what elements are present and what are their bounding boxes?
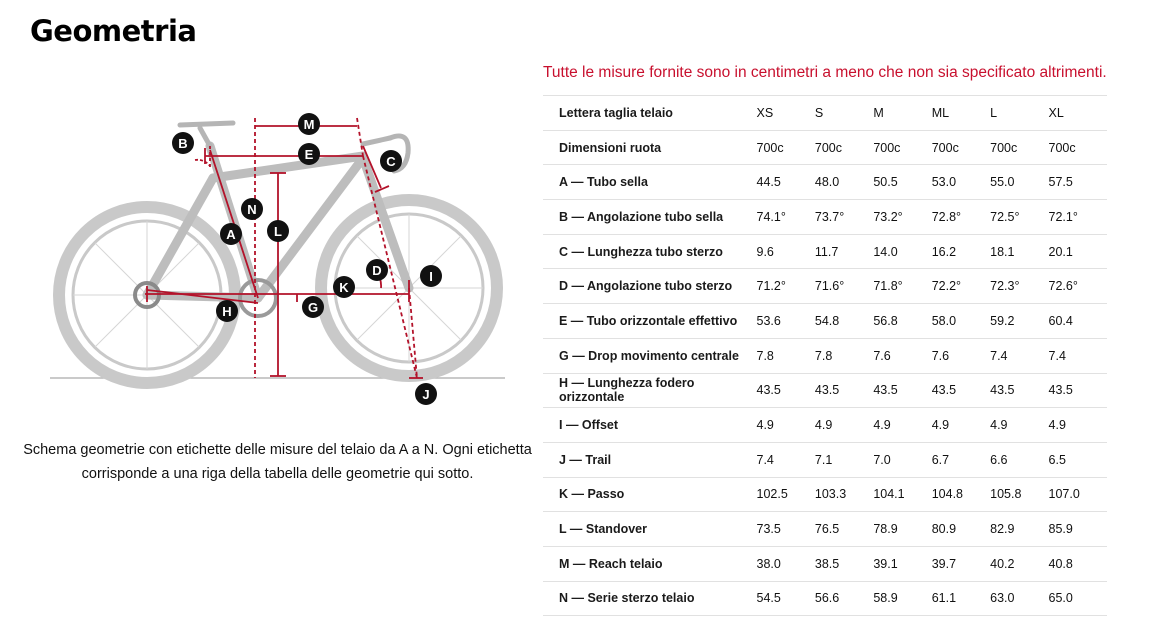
- table-row: [543, 269, 1107, 304]
- header-size-ml: ML: [932, 96, 990, 131]
- svg-text:J: J: [422, 387, 430, 402]
- cell-value: 700c: [815, 130, 873, 165]
- svg-text:I: I: [429, 269, 433, 284]
- bike-geometry-diagram: [45, 108, 510, 408]
- cell-value: 7.4: [1049, 338, 1107, 373]
- svg-text:E: E: [304, 147, 314, 162]
- label-g-icon: [302, 296, 324, 318]
- label-d-icon: [366, 259, 388, 281]
- cell-value: 78.9: [873, 512, 931, 547]
- top-tube: [213, 156, 363, 178]
- cell-value: 73.5: [757, 512, 815, 547]
- cell-value: 6.7: [932, 442, 990, 477]
- table-row: [543, 373, 1107, 408]
- label-j-icon: [415, 383, 437, 405]
- row-label: J — Trail: [543, 442, 757, 477]
- svg-text:N: N: [247, 202, 257, 217]
- table-header-row: [543, 96, 1107, 131]
- svg-text:C: C: [386, 154, 396, 169]
- cell-value: 58.9: [873, 581, 931, 616]
- cell-value: 65.0: [1049, 581, 1107, 616]
- label-i-icon: [420, 265, 442, 287]
- measurement-notice: Tutte le misure fornite sono in centimetri a meno che non sia specificato altrimenti.: [543, 64, 1107, 81]
- label-a-icon: [220, 223, 242, 245]
- cell-value: 102.5: [757, 477, 815, 512]
- cell-value: 4.9: [990, 408, 1048, 443]
- cell-value: 72.6°: [1049, 269, 1107, 304]
- cell-value: 4.9: [815, 408, 873, 443]
- row-label: Dimensioni ruota: [543, 130, 757, 165]
- cell-value: 16.2: [932, 234, 990, 269]
- cell-value: 6.5: [1049, 442, 1107, 477]
- cell-value: 700c: [932, 130, 990, 165]
- geometry-table-body: [543, 130, 1107, 616]
- stem: [363, 138, 390, 144]
- cell-value: 700c: [757, 130, 815, 165]
- cell-value: 57.5: [1049, 165, 1107, 200]
- cell-value: 58.0: [932, 304, 990, 339]
- cell-value: 59.2: [990, 304, 1048, 339]
- cell-value: 43.5: [757, 373, 815, 408]
- cell-value: 43.5: [932, 373, 990, 408]
- cell-value: 38.5: [815, 546, 873, 581]
- label-m-icon: [298, 113, 320, 135]
- cell-value: 76.5: [815, 512, 873, 547]
- cell-value: 18.1: [990, 234, 1048, 269]
- cell-value: 85.9: [1049, 512, 1107, 547]
- cell-value: 4.9: [932, 408, 990, 443]
- table-row: [543, 165, 1107, 200]
- header-size-m: M: [873, 96, 931, 131]
- cell-value: 7.8: [815, 338, 873, 373]
- cell-value: 14.0: [873, 234, 931, 269]
- label-h-icon: [216, 300, 238, 322]
- cell-value: 700c: [873, 130, 931, 165]
- cell-value: 63.0: [990, 581, 1048, 616]
- cell-value: 72.2°: [932, 269, 990, 304]
- cell-value: 48.0: [815, 165, 873, 200]
- cell-value: 71.2°: [757, 269, 815, 304]
- cell-value: 73.2°: [873, 200, 931, 235]
- cell-value: 7.4: [990, 338, 1048, 373]
- cell-value: 39.7: [932, 546, 990, 581]
- cell-value: 40.2: [990, 546, 1048, 581]
- table-row: [543, 546, 1107, 581]
- header-size-s: S: [815, 96, 873, 131]
- row-label: H — Lunghezza fodero orizzontale: [543, 373, 757, 408]
- table-row: [543, 477, 1107, 512]
- svg-text:L: L: [274, 224, 282, 239]
- svg-text:B: B: [178, 136, 188, 151]
- cell-value: 54.8: [815, 304, 873, 339]
- table-row: [543, 442, 1107, 477]
- cell-value: 74.1°: [757, 200, 815, 235]
- cell-value: 20.1: [1049, 234, 1107, 269]
- cell-value: 50.5: [873, 165, 931, 200]
- cell-value: 53.0: [932, 165, 990, 200]
- label-l-icon: [267, 220, 289, 242]
- header-size-l: L: [990, 96, 1048, 131]
- row-label: M — Reach telaio: [543, 546, 757, 581]
- seatpost: [200, 128, 210, 146]
- table-row: [543, 408, 1107, 443]
- geometry-table: [543, 95, 1107, 616]
- table-row: [543, 338, 1107, 373]
- svg-text:H: H: [222, 304, 232, 319]
- label-b-icon: [172, 132, 194, 154]
- row-label: I — Offset: [543, 408, 757, 443]
- svg-text:G: G: [307, 300, 319, 315]
- row-label: N — Serie sterzo telaio: [543, 581, 757, 616]
- header-size-xl: XL: [1049, 96, 1107, 131]
- cell-value: 43.5: [990, 373, 1048, 408]
- table-row: [543, 130, 1107, 165]
- row-label: L — Standover: [543, 512, 757, 547]
- cell-value: 105.8: [990, 477, 1048, 512]
- cell-value: 72.1°: [1049, 200, 1107, 235]
- cell-value: 72.3°: [990, 269, 1048, 304]
- cell-value: 7.6: [932, 338, 990, 373]
- cell-value: 43.5: [815, 373, 873, 408]
- table-row: [543, 200, 1107, 235]
- cell-value: 4.9: [757, 408, 815, 443]
- cell-value: 61.1: [932, 581, 990, 616]
- cell-value: 71.6°: [815, 269, 873, 304]
- cell-value: 73.7°: [815, 200, 873, 235]
- cell-value: 9.6: [757, 234, 815, 269]
- cell-value: 7.0: [873, 442, 931, 477]
- saddle: [180, 123, 233, 125]
- row-label: A — Tubo sella: [543, 165, 757, 200]
- cell-value: 700c: [990, 130, 1048, 165]
- table-row: [543, 234, 1107, 269]
- svg-text:K: K: [339, 280, 349, 295]
- row-label: B — Angolazione tubo sella: [543, 200, 757, 235]
- cell-value: 56.8: [873, 304, 931, 339]
- cell-value: 4.9: [1049, 408, 1107, 443]
- cell-value: 104.8: [932, 477, 990, 512]
- cell-value: 82.9: [990, 512, 1048, 547]
- cell-value: 104.1: [873, 477, 931, 512]
- table-row: [543, 304, 1107, 339]
- cell-value: 44.5: [757, 165, 815, 200]
- header-size-label: Lettera taglia telaio: [543, 96, 757, 131]
- table-row: [543, 512, 1107, 547]
- cell-value: 107.0: [1049, 477, 1107, 512]
- svg-text:D: D: [372, 263, 382, 278]
- seatstay: [147, 178, 213, 295]
- row-label: C — Lunghezza tubo sterzo: [543, 234, 757, 269]
- diagram-caption: Schema geometrie con etichette delle misure del telaio da A a N. Ogni etichetta corrisponde a una riga della tabella delle geometrie qui sotto.: [23, 442, 532, 482]
- label-e-icon: [298, 143, 320, 165]
- row-label: D — Angolazione tubo sterzo: [543, 269, 757, 304]
- cell-value: 60.4: [1049, 304, 1107, 339]
- table-row: [543, 581, 1107, 616]
- cell-value: 103.3: [815, 477, 873, 512]
- cell-value: 4.9: [873, 408, 931, 443]
- cell-value: 43.5: [1049, 373, 1107, 408]
- cell-value: 7.8: [757, 338, 815, 373]
- cell-value: 7.6: [873, 338, 931, 373]
- header-size-xs: XS: [757, 96, 815, 131]
- cell-value: 700c: [1049, 130, 1107, 165]
- cell-value: 39.1: [873, 546, 931, 581]
- row-label: K — Passo: [543, 477, 757, 512]
- svg-text:A: A: [226, 227, 236, 242]
- row-label: G — Drop movimento centrale: [543, 338, 757, 373]
- cell-value: 71.8°: [873, 269, 931, 304]
- cell-value: 11.7: [815, 234, 873, 269]
- cell-value: 54.5: [757, 581, 815, 616]
- row-label: E — Tubo orizzontale effettivo: [543, 304, 757, 339]
- cell-value: 72.8°: [932, 200, 990, 235]
- svg-text:M: M: [303, 117, 315, 132]
- cell-value: 7.4: [757, 442, 815, 477]
- cell-value: 38.0: [757, 546, 815, 581]
- label-k-icon: [333, 276, 355, 298]
- cell-value: 6.6: [990, 442, 1048, 477]
- cell-value: 43.5: [873, 373, 931, 408]
- cell-value: 56.6: [815, 581, 873, 616]
- cell-value: 55.0: [990, 165, 1048, 200]
- label-c-icon: [380, 150, 402, 172]
- page-title: Geometria: [30, 14, 197, 48]
- cell-value: 72.5°: [990, 200, 1048, 235]
- label-n-icon: [241, 198, 263, 220]
- cell-value: 40.8: [1049, 546, 1107, 581]
- cell-value: 80.9: [932, 512, 990, 547]
- cell-value: 7.1: [815, 442, 873, 477]
- cell-value: 53.6: [757, 304, 815, 339]
